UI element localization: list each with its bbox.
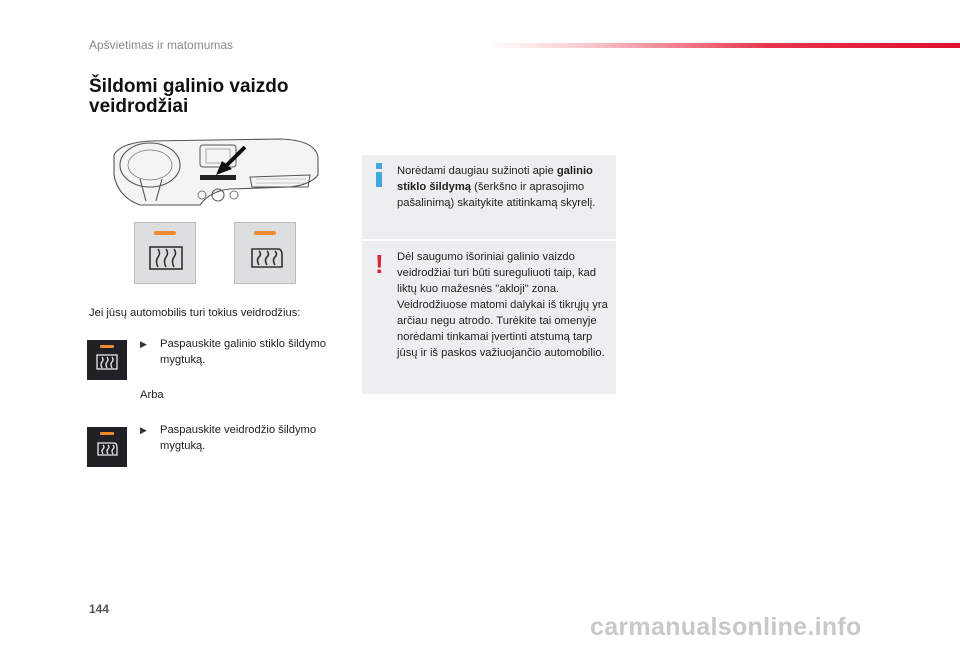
mirror-heat-icon xyxy=(96,441,118,457)
rear-window-heat-icon xyxy=(96,354,118,370)
dashboard-illustration xyxy=(110,135,322,213)
info-text-bold: galinio stiklo šildymą xyxy=(397,165,593,193)
step-2-text: Paspauskite veidrodžio šildymo mygtuką. xyxy=(160,424,317,452)
page-title xyxy=(89,77,349,117)
step-1-text: Paspauskite galinio stiklo šildymo mygtuką. xyxy=(160,338,327,366)
warning-icon: ! xyxy=(375,249,384,279)
step-1 xyxy=(140,336,345,368)
info-box-text xyxy=(397,163,611,211)
page-number: 144 xyxy=(89,602,110,616)
info-icon xyxy=(375,163,383,187)
mirror-heater-button-icon xyxy=(87,427,127,467)
info-text-before: Norėdami daugiau sužinoti apie xyxy=(397,165,557,177)
step-2 xyxy=(140,422,345,454)
section-header: Apšvietimas ir matomumas xyxy=(89,38,234,52)
warning-box-text: Dėl saugumo išoriniai galinio vaizdo veidrodžiai turi būti sureguliuoti taip, kad liktų kuo mažesnės "akloji" zona. Veidrodžiuose matomi dalykai iš tikrųjų yra arčiau negu atrodo. Turėkite tai omenyje norėdami tinkamai įvertinti atstumą tarp jūsų ir iš paskos važiuojančio automobilio. xyxy=(397,251,608,359)
intro-text: Jei jūsų automobilis turi tokius veidrodžius: xyxy=(89,307,301,319)
mirror-heat-icon xyxy=(248,245,284,271)
mirror-heater-button-image xyxy=(234,222,296,284)
indicator-led-icon xyxy=(100,432,114,435)
info-text-after: (šerkšno ir aprasojimo pašalinimą) skaitykite atitinkamą skyrelį. xyxy=(397,181,596,209)
page-title-line2: veidrodžiai xyxy=(89,96,189,117)
or-text: Arba xyxy=(140,389,164,401)
warning-box xyxy=(362,241,616,394)
watermark: carmanualsonline.info xyxy=(590,613,862,641)
page-title-line1: Šildomi galinio vaizdo xyxy=(89,76,289,97)
info-box xyxy=(362,155,616,239)
indicator-led-icon xyxy=(100,345,114,348)
step-arrow-icon: ▶ xyxy=(140,339,147,349)
indicator-led-icon xyxy=(154,231,176,235)
rear-window-heater-button-icon xyxy=(87,340,127,380)
step-arrow-icon: ▶ xyxy=(140,425,147,435)
rear-window-heater-button-image xyxy=(134,222,196,284)
header-accent-bar xyxy=(490,43,960,48)
rear-window-heat-icon xyxy=(148,245,184,271)
indicator-led-icon xyxy=(254,231,276,235)
